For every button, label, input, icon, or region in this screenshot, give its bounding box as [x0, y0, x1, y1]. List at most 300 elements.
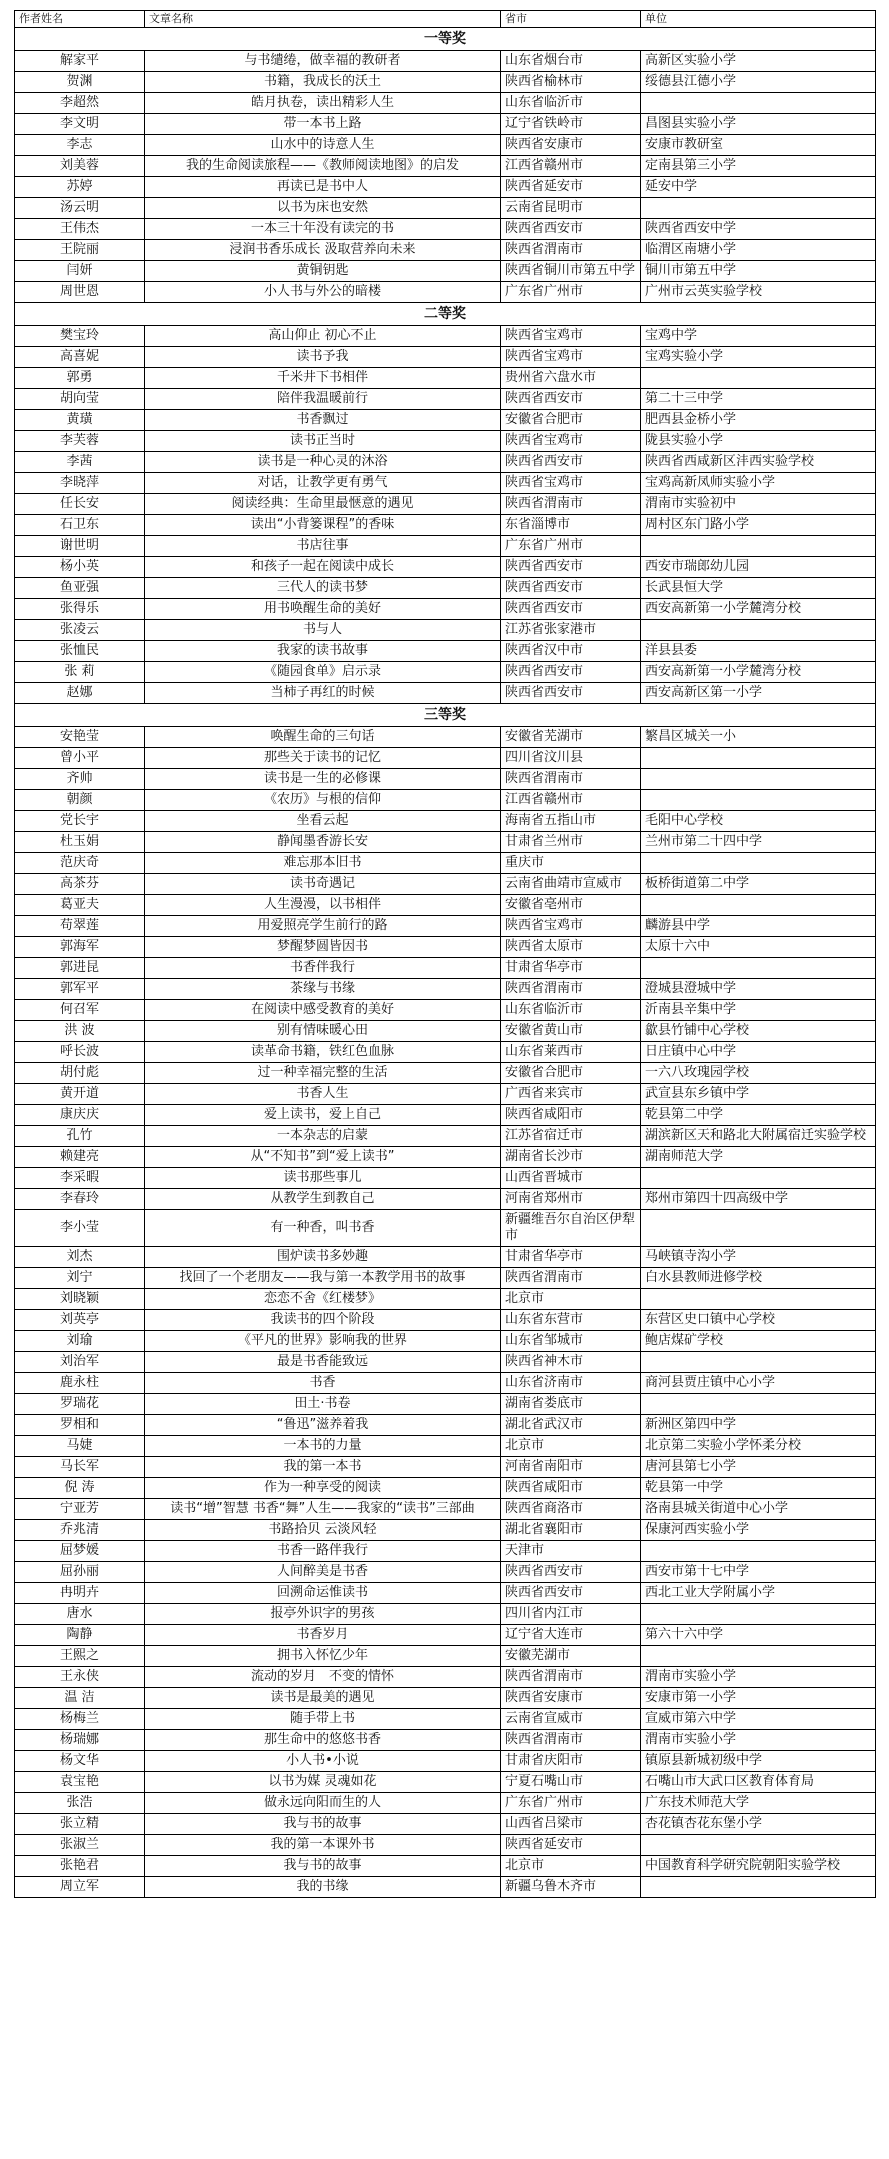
table-row — [15, 1835, 876, 1856]
award-level-label: 二等奖 — [15, 303, 876, 326]
header-province-city: 省市 — [501, 11, 641, 28]
work-unit-cell: 保康河西实验小学 — [641, 1520, 876, 1541]
work-unit-cell: 石嘴山市大武口区教育体育局 — [641, 1772, 876, 1793]
author-name-cell: 樊宝玲 — [15, 326, 145, 347]
work-unit-cell — [641, 536, 876, 557]
work-unit-cell: 第二十三中学 — [641, 389, 876, 410]
province-city-cell: 山东省东营市 — [501, 1310, 641, 1331]
table-row — [15, 1352, 876, 1373]
province-city-cell: 广西省来宾市 — [501, 1084, 641, 1105]
work-unit-cell: 第六十六中学 — [641, 1625, 876, 1646]
province-city-cell: 湖北省襄阳市 — [501, 1520, 641, 1541]
award-table-body — [15, 11, 876, 1898]
article-title-cell: 读书予我 — [145, 347, 501, 368]
work-unit-cell — [641, 895, 876, 916]
table-row — [15, 620, 876, 641]
article-title-cell: 人间醉美是书香 — [145, 1562, 501, 1583]
author-name-cell: 刘宁 — [15, 1268, 145, 1289]
work-unit-cell — [641, 958, 876, 979]
work-unit-cell: 洋县县委 — [641, 641, 876, 662]
province-city-cell: 陕西省西安市 — [501, 219, 641, 240]
work-unit-cell — [641, 1352, 876, 1373]
author-name-cell: 屈孙丽 — [15, 1562, 145, 1583]
province-city-cell: 河南省郑州市 — [501, 1189, 641, 1210]
work-unit-cell: 中国教育科学研究院朝阳实验学校 — [641, 1856, 876, 1877]
table-row — [15, 515, 876, 536]
province-city-cell: 广东省广州市 — [501, 536, 641, 557]
article-title-cell: 我的生命阅读旅程——《教师阅读地图》的启发 — [145, 156, 501, 177]
author-name-cell: 张淑兰 — [15, 1835, 145, 1856]
author-name-cell: 鱼亚强 — [15, 578, 145, 599]
article-title-cell: 三代人的读书梦 — [145, 578, 501, 599]
work-unit-cell — [641, 620, 876, 641]
work-unit-cell: 宝鸡实验小学 — [641, 347, 876, 368]
province-city-cell: 安徽省亳州市 — [501, 895, 641, 916]
province-city-cell: 陕西省宝鸡市 — [501, 326, 641, 347]
table-row — [15, 114, 876, 135]
province-city-cell: 安徽芜湖市 — [501, 1646, 641, 1667]
author-name-cell: 张立精 — [15, 1814, 145, 1835]
table-row — [15, 198, 876, 219]
author-name-cell: 刘美蓉 — [15, 156, 145, 177]
author-name-cell: 王熙之 — [15, 1646, 145, 1667]
province-city-cell: 江苏省宿迁市 — [501, 1126, 641, 1147]
author-name-cell: 范庆奇 — [15, 853, 145, 874]
work-unit-cell: 宣威市第六中学 — [641, 1709, 876, 1730]
table-row — [15, 1478, 876, 1499]
author-name-cell: 李文明 — [15, 114, 145, 135]
work-unit-cell: 周村区东门路小学 — [641, 515, 876, 536]
province-city-cell: 陕西省西安市 — [501, 557, 641, 578]
work-unit-cell — [641, 1646, 876, 1667]
table-row — [15, 1063, 876, 1084]
work-unit-cell: 新洲区第四中学 — [641, 1415, 876, 1436]
table-row — [15, 368, 876, 389]
article-title-cell: 静闻墨香游长安 — [145, 832, 501, 853]
article-title-cell: 书路拾贝 云淡风轻 — [145, 1520, 501, 1541]
table-row — [15, 1021, 876, 1042]
work-unit-cell: 陇县实验小学 — [641, 431, 876, 452]
article-title-cell: 爱上读书，爱上自己 — [145, 1105, 501, 1126]
table-row — [15, 1105, 876, 1126]
author-name-cell: 何召军 — [15, 1000, 145, 1021]
author-name-cell: 高喜妮 — [15, 347, 145, 368]
article-title-cell: 找回了一个老朋友——我与第一本教学用书的故事 — [145, 1268, 501, 1289]
table-row — [15, 599, 876, 620]
table-row — [15, 832, 876, 853]
table-row — [15, 1541, 876, 1562]
province-city-cell: 山东省莱西市 — [501, 1042, 641, 1063]
author-name-cell: 苟翠莲 — [15, 916, 145, 937]
province-city-cell: 陕西省渭南市 — [501, 240, 641, 261]
work-unit-cell: 镇原县新城初级中学 — [641, 1751, 876, 1772]
work-unit-cell — [641, 1168, 876, 1189]
table-row — [15, 261, 876, 282]
article-title-cell: 作为一种享受的阅读 — [145, 1478, 501, 1499]
province-city-cell: 北京市 — [501, 1856, 641, 1877]
work-unit-cell: 西北工业大学附属小学 — [641, 1583, 876, 1604]
article-title-cell: 带一本书上路 — [145, 114, 501, 135]
article-title-cell: 《随园食单》启示录 — [145, 662, 501, 683]
work-unit-cell: 乾县第二中学 — [641, 1105, 876, 1126]
article-title-cell: 读书是一生的必修课 — [145, 769, 501, 790]
author-name-cell: 胡付彪 — [15, 1063, 145, 1084]
author-name-cell: 黄开道 — [15, 1084, 145, 1105]
article-title-cell: 书香伴我行 — [145, 958, 501, 979]
author-name-cell: 张恤民 — [15, 641, 145, 662]
article-title-cell: 从教学生到教自己 — [145, 1189, 501, 1210]
province-city-cell: 东省淄博市 — [501, 515, 641, 536]
author-name-cell: 刘瑜 — [15, 1331, 145, 1352]
table-row — [15, 1147, 876, 1168]
table-row — [15, 769, 876, 790]
work-unit-cell: 渭南市实验初中 — [641, 494, 876, 515]
province-city-cell: 云南省曲靖市宣威市 — [501, 874, 641, 895]
province-city-cell: 陕西省宝鸡市 — [501, 916, 641, 937]
province-city-cell: 陕西省宝鸡市 — [501, 473, 641, 494]
article-title-cell: 我与书的故事 — [145, 1814, 501, 1835]
author-name-cell: 康庆庆 — [15, 1105, 145, 1126]
province-city-cell: 北京市 — [501, 1436, 641, 1457]
table-row — [15, 72, 876, 93]
article-title-cell: 我家的读书故事 — [145, 641, 501, 662]
work-unit-cell: 广州市云英实验学校 — [641, 282, 876, 303]
author-name-cell: 刘晓颖 — [15, 1289, 145, 1310]
province-city-cell: 陕西省西安市 — [501, 1562, 641, 1583]
article-title-cell: 当柿子再红的时候 — [145, 683, 501, 704]
header-work-unit: 单位 — [641, 11, 876, 28]
header-article-title: 文章名称 — [145, 11, 501, 28]
province-city-cell: 陕西省西安市 — [501, 599, 641, 620]
table-row — [15, 790, 876, 811]
article-title-cell: 我与书的故事 — [145, 1856, 501, 1877]
author-name-cell: 李茜 — [15, 452, 145, 473]
author-name-cell: 苏婷 — [15, 177, 145, 198]
article-title-cell: 一本杂志的启蒙 — [145, 1126, 501, 1147]
author-name-cell: 李芙蓉 — [15, 431, 145, 452]
author-name-cell: 李小莹 — [15, 1210, 145, 1247]
author-name-cell: 任长安 — [15, 494, 145, 515]
table-row — [15, 1499, 876, 1520]
province-city-cell: 陕西省渭南市 — [501, 769, 641, 790]
award-list-sheet — [14, 10, 875, 1898]
table-row — [15, 1646, 876, 1667]
article-title-cell: 坐看云起 — [145, 811, 501, 832]
work-unit-cell: 长武县恒大学 — [641, 578, 876, 599]
table-row — [15, 431, 876, 452]
work-unit-cell: 宝鸡中学 — [641, 326, 876, 347]
author-name-cell: 杜玉娟 — [15, 832, 145, 853]
work-unit-cell — [641, 198, 876, 219]
article-title-cell: 用书唤醒生命的美好 — [145, 599, 501, 620]
article-title-cell: 读书奇遇记 — [145, 874, 501, 895]
article-title-cell: 对话，让教学更有勇气 — [145, 473, 501, 494]
author-name-cell: 闫妍 — [15, 261, 145, 282]
author-name-cell: 安艳莹 — [15, 727, 145, 748]
author-name-cell: 宁亚芳 — [15, 1499, 145, 1520]
table-row — [15, 93, 876, 114]
article-title-cell: 书店往事 — [145, 536, 501, 557]
province-city-cell: 甘肃省兰州市 — [501, 832, 641, 853]
article-title-cell: 皓月执卷，读出精彩人生 — [145, 93, 501, 114]
article-title-cell: “鲁迅”滋养着我 — [145, 1415, 501, 1436]
table-row — [15, 1793, 876, 1814]
work-unit-cell — [641, 1877, 876, 1898]
article-title-cell: 书籍，我成长的沃土 — [145, 72, 501, 93]
table-row — [15, 347, 876, 368]
work-unit-cell — [641, 93, 876, 114]
work-unit-cell: 宝鸡高新凤师实验小学 — [641, 473, 876, 494]
article-title-cell: 黄铜钥匙 — [145, 261, 501, 282]
work-unit-cell — [641, 769, 876, 790]
author-name-cell: 李采暇 — [15, 1168, 145, 1189]
article-title-cell: 随手带上书 — [145, 1709, 501, 1730]
work-unit-cell: 北京第二实验小学怀柔分校 — [641, 1436, 876, 1457]
table-row — [15, 240, 876, 261]
province-city-cell: 陕西省西安市 — [501, 683, 641, 704]
author-name-cell: 葛亚夫 — [15, 895, 145, 916]
article-title-cell: 我的第一本课外书 — [145, 1835, 501, 1856]
author-name-cell: 杨梅兰 — [15, 1709, 145, 1730]
province-city-cell: 山东省烟台市 — [501, 51, 641, 72]
article-title-cell: 那生命中的悠悠书香 — [145, 1730, 501, 1751]
province-city-cell: 四川省内江市 — [501, 1604, 641, 1625]
author-name-cell: 李超然 — [15, 93, 145, 114]
header-author-name: 作者姓名 — [15, 11, 145, 28]
work-unit-cell: 陕西省西安中学 — [641, 219, 876, 240]
article-title-cell: 书香 — [145, 1373, 501, 1394]
work-unit-cell: 湖滨新区天和路北大附属宿迁实验学校 — [641, 1126, 876, 1147]
province-city-cell: 陕西省渭南市 — [501, 979, 641, 1000]
work-unit-cell: 马峡镇寺沟小学 — [641, 1247, 876, 1268]
article-title-cell: 小人书与外公的暗楼 — [145, 282, 501, 303]
table-row — [15, 1168, 876, 1189]
province-city-cell: 辽宁省铁岭市 — [501, 114, 641, 135]
table-row — [15, 1436, 876, 1457]
province-city-cell: 云南省昆明市 — [501, 198, 641, 219]
article-title-cell: 一本三十年没有读完的书 — [145, 219, 501, 240]
table-row — [15, 1625, 876, 1646]
article-title-cell: 小人书•小说 — [145, 1751, 501, 1772]
province-city-cell: 陕西省咸阳市 — [501, 1105, 641, 1126]
work-unit-cell: 板桥街道第二中学 — [641, 874, 876, 895]
table-row — [15, 874, 876, 895]
article-title-cell: 用爱照亮学生前行的路 — [145, 916, 501, 937]
work-unit-cell — [641, 1604, 876, 1625]
table-row — [15, 958, 876, 979]
author-name-cell: 袁宝艳 — [15, 1772, 145, 1793]
author-name-cell: 周世恩 — [15, 282, 145, 303]
article-title-cell: 读书正当时 — [145, 431, 501, 452]
work-unit-cell: 日庄镇中心中学 — [641, 1042, 876, 1063]
award-section-header — [15, 704, 876, 727]
article-title-cell: 恋恋不舍《红楼梦》 — [145, 1289, 501, 1310]
author-name-cell: 胡向莹 — [15, 389, 145, 410]
author-name-cell: 郭军平 — [15, 979, 145, 1000]
province-city-cell: 陕西省延安市 — [501, 1835, 641, 1856]
table-row — [15, 452, 876, 473]
table-row — [15, 641, 876, 662]
work-unit-cell — [641, 748, 876, 769]
author-name-cell: 石卫东 — [15, 515, 145, 536]
author-name-cell: 马长军 — [15, 1457, 145, 1478]
province-city-cell: 新疆乌鲁木齐市 — [501, 1877, 641, 1898]
table-row — [15, 1084, 876, 1105]
article-title-cell: 人生漫漫，以书相伴 — [145, 895, 501, 916]
work-unit-cell: 一六八玫瑰园学校 — [641, 1063, 876, 1084]
author-name-cell: 屈梦媛 — [15, 1541, 145, 1562]
article-title-cell: 我的书缘 — [145, 1877, 501, 1898]
province-city-cell: 山东省邹城市 — [501, 1331, 641, 1352]
work-unit-cell: 安康市教研室 — [641, 135, 876, 156]
article-title-cell: 那些关于读书的记忆 — [145, 748, 501, 769]
province-city-cell: 安徽省合肥市 — [501, 410, 641, 431]
article-title-cell: 书香岁月 — [145, 1625, 501, 1646]
province-city-cell: 新疆维吾尔自治区伊犁市 — [501, 1210, 641, 1247]
article-title-cell: 有一种香，叫书香 — [145, 1210, 501, 1247]
work-unit-cell: 临渭区南塘小学 — [641, 240, 876, 261]
table-row — [15, 662, 876, 683]
author-name-cell: 张浩 — [15, 1793, 145, 1814]
table-row — [15, 389, 876, 410]
province-city-cell: 陕西省榆林市 — [501, 72, 641, 93]
article-title-cell: 拥书入怀忆少年 — [145, 1646, 501, 1667]
table-row — [15, 1457, 876, 1478]
province-city-cell: 陕西省宝鸡市 — [501, 431, 641, 452]
article-title-cell: 读书那些事儿 — [145, 1168, 501, 1189]
author-name-cell: 李志 — [15, 135, 145, 156]
work-unit-cell: 繁昌区城关一小 — [641, 727, 876, 748]
province-city-cell: 海南省五指山市 — [501, 811, 641, 832]
work-unit-cell: 西安高新区第一小学 — [641, 683, 876, 704]
table-row — [15, 1709, 876, 1730]
author-name-cell: 罗相和 — [15, 1415, 145, 1436]
table-row — [15, 1583, 876, 1604]
table-row — [15, 156, 876, 177]
table-row — [15, 811, 876, 832]
article-title-cell: 过一种幸福完整的生活 — [145, 1063, 501, 1084]
award-table — [14, 10, 876, 1898]
province-city-cell: 陕西省宝鸡市 — [501, 347, 641, 368]
work-unit-cell: 高新区实验小学 — [641, 51, 876, 72]
work-unit-cell: 兰州市第二十四中学 — [641, 832, 876, 853]
author-name-cell: 刘英亭 — [15, 1310, 145, 1331]
work-unit-cell: 歙县竹铺中心学校 — [641, 1021, 876, 1042]
author-name-cell: 温 洁 — [15, 1688, 145, 1709]
table-row — [15, 557, 876, 578]
article-title-cell: 山水中的诗意人生 — [145, 135, 501, 156]
table-row — [15, 1814, 876, 1835]
article-title-cell: 在阅读中感受教育的美好 — [145, 1000, 501, 1021]
author-name-cell: 党长宇 — [15, 811, 145, 832]
article-title-cell: 读革命书籍，铁红色血脉 — [145, 1042, 501, 1063]
author-name-cell: 张凌云 — [15, 620, 145, 641]
work-unit-cell: 广东技术师范大学 — [641, 1793, 876, 1814]
article-title-cell: 我读书的四个阶段 — [145, 1310, 501, 1331]
work-unit-cell: 渭南市实验小学 — [641, 1667, 876, 1688]
author-name-cell: 汤云明 — [15, 198, 145, 219]
author-name-cell: 周立军 — [15, 1877, 145, 1898]
author-name-cell: 张艳君 — [15, 1856, 145, 1877]
table-row — [15, 1189, 876, 1210]
article-title-cell: 围炉读书多妙趣 — [145, 1247, 501, 1268]
work-unit-cell: 东营区史口镇中心学校 — [641, 1310, 876, 1331]
table-row — [15, 979, 876, 1000]
province-city-cell: 陕西省铜川市第五中学 — [501, 261, 641, 282]
table-header-row — [15, 11, 876, 28]
table-row — [15, 536, 876, 557]
article-title-cell: 从“不知书”到“爱上读书” — [145, 1147, 501, 1168]
province-city-cell: 安徽省芜湖市 — [501, 727, 641, 748]
province-city-cell: 陕西省渭南市 — [501, 1268, 641, 1289]
province-city-cell: 陕西省西安市 — [501, 452, 641, 473]
table-row — [15, 1730, 876, 1751]
work-unit-cell: 太原十六中 — [641, 937, 876, 958]
province-city-cell: 湖北省武汉市 — [501, 1415, 641, 1436]
table-row — [15, 895, 876, 916]
table-row — [15, 1310, 876, 1331]
author-name-cell: 王永侠 — [15, 1667, 145, 1688]
province-city-cell: 贵州省六盘水市 — [501, 368, 641, 389]
article-title-cell: 别有情味暖心田 — [145, 1021, 501, 1042]
article-title-cell: 《平凡的世界》影响我的世界 — [145, 1331, 501, 1352]
article-title-cell: 阅读经典：生命里最惬意的遇见 — [145, 494, 501, 515]
author-name-cell: 马婕 — [15, 1436, 145, 1457]
work-unit-cell: 绥德县江德小学 — [641, 72, 876, 93]
author-name-cell: 李春玲 — [15, 1189, 145, 1210]
province-city-cell: 湖南省长沙市 — [501, 1147, 641, 1168]
article-title-cell: 陪伴我温暖前行 — [145, 389, 501, 410]
table-row — [15, 1772, 876, 1793]
table-row — [15, 748, 876, 769]
province-city-cell: 甘肃省华亭市 — [501, 958, 641, 979]
article-title-cell: 再读已是书中人 — [145, 177, 501, 198]
province-city-cell: 陕西省咸阳市 — [501, 1478, 641, 1499]
article-title-cell: 做永远向阳而生的人 — [145, 1793, 501, 1814]
work-unit-cell: 西安高新第一小学麓湾分校 — [641, 662, 876, 683]
table-row — [15, 1751, 876, 1772]
article-title-cell: 书香一路伴我行 — [145, 1541, 501, 1562]
article-title-cell: 回溯命运惟读书 — [145, 1583, 501, 1604]
work-unit-cell: 澄城县澄城中学 — [641, 979, 876, 1000]
table-row — [15, 1331, 876, 1352]
work-unit-cell: 西安市第十七中学 — [641, 1562, 876, 1583]
table-row — [15, 1000, 876, 1021]
province-city-cell: 河南省南阳市 — [501, 1457, 641, 1478]
table-row — [15, 1394, 876, 1415]
work-unit-cell: 鲍店煤矿学校 — [641, 1331, 876, 1352]
table-row — [15, 916, 876, 937]
author-name-cell: 陶静 — [15, 1625, 145, 1646]
table-row — [15, 410, 876, 431]
article-title-cell: 最是书香能致远 — [145, 1352, 501, 1373]
province-city-cell: 山西省晋城市 — [501, 1168, 641, 1189]
author-name-cell: 鹿永柱 — [15, 1373, 145, 1394]
author-name-cell: 杨文华 — [15, 1751, 145, 1772]
province-city-cell: 安徽省黄山市 — [501, 1021, 641, 1042]
work-unit-cell — [641, 1210, 876, 1247]
work-unit-cell — [641, 1835, 876, 1856]
province-city-cell: 陕西省延安市 — [501, 177, 641, 198]
province-city-cell: 山东省济南市 — [501, 1373, 641, 1394]
province-city-cell: 陕西省太原市 — [501, 937, 641, 958]
table-row — [15, 326, 876, 347]
work-unit-cell: 商河县贾庄镇中心小学 — [641, 1373, 876, 1394]
article-title-cell: 书香人生 — [145, 1084, 501, 1105]
author-name-cell: 张得乐 — [15, 599, 145, 620]
province-city-cell: 陕西省渭南市 — [501, 1667, 641, 1688]
table-row — [15, 51, 876, 72]
